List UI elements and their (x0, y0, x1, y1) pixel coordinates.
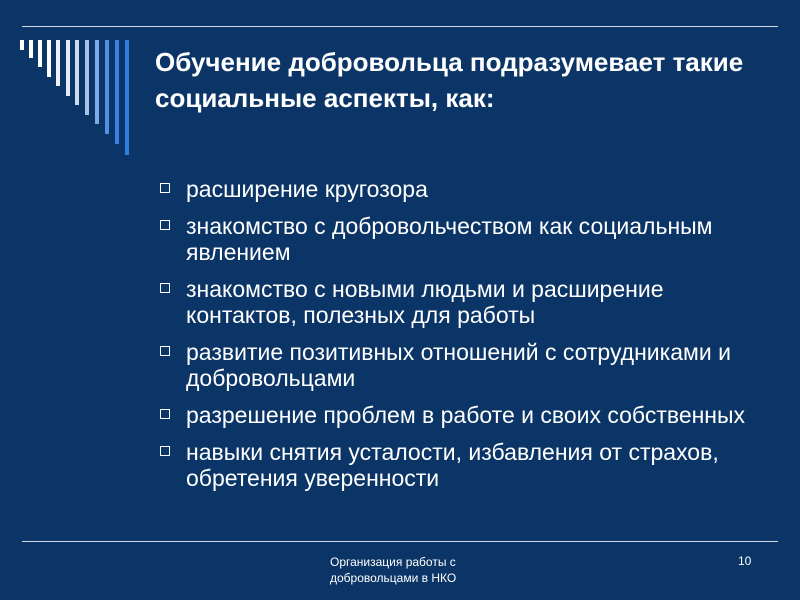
bullet-text: разрешение проблем в работе и своих собственных (186, 402, 746, 428)
bullet-item (160, 402, 760, 428)
bullet-text: знакомство с добровольчеством как социальным явлением (186, 213, 713, 265)
stripe (115, 40, 119, 144)
bullet-item (160, 339, 760, 391)
stripe (38, 40, 42, 67)
decorative-stripes (0, 0, 140, 180)
slide-title: Обучение добровольца подразумевает такие социальные аспекты, как: (155, 47, 744, 113)
hollow-square-bullet-icon (160, 283, 170, 293)
bullet-text: расширение кругозора (186, 176, 428, 202)
hollow-square-bullet-icon (160, 220, 170, 230)
bullet-item (160, 439, 760, 491)
bottom-divider (22, 541, 778, 542)
stripe (47, 40, 51, 77)
stripe (85, 40, 89, 115)
stripe (95, 40, 99, 124)
hollow-square-bullet-icon (160, 409, 170, 419)
bullet-text: знакомство с новыми людьми и расширение контактов, полезных для работы (186, 276, 664, 328)
bullet-list (160, 176, 760, 502)
bullet-text: навыки снятия усталости, избавления от страхов, обретения уверенности (186, 439, 719, 491)
page-number: 10 (738, 554, 752, 568)
hollow-square-bullet-icon (160, 183, 170, 193)
stripe (75, 40, 79, 105)
stripe (125, 40, 129, 155)
hollow-square-bullet-icon (160, 346, 170, 356)
stripe (20, 40, 24, 50)
stripe (66, 40, 70, 96)
footer-text: Организация работы с добровольцами в НКО (330, 555, 457, 585)
bullet-text: развитие позитивных отношений с сотрудниками и добровольцами (186, 339, 731, 391)
stripe (29, 40, 33, 58)
bullet-item (160, 176, 760, 202)
bullet-item (160, 213, 760, 265)
bullet-item (160, 276, 760, 328)
hollow-square-bullet-icon (160, 446, 170, 456)
stripe (105, 40, 109, 134)
stripe (56, 40, 60, 86)
